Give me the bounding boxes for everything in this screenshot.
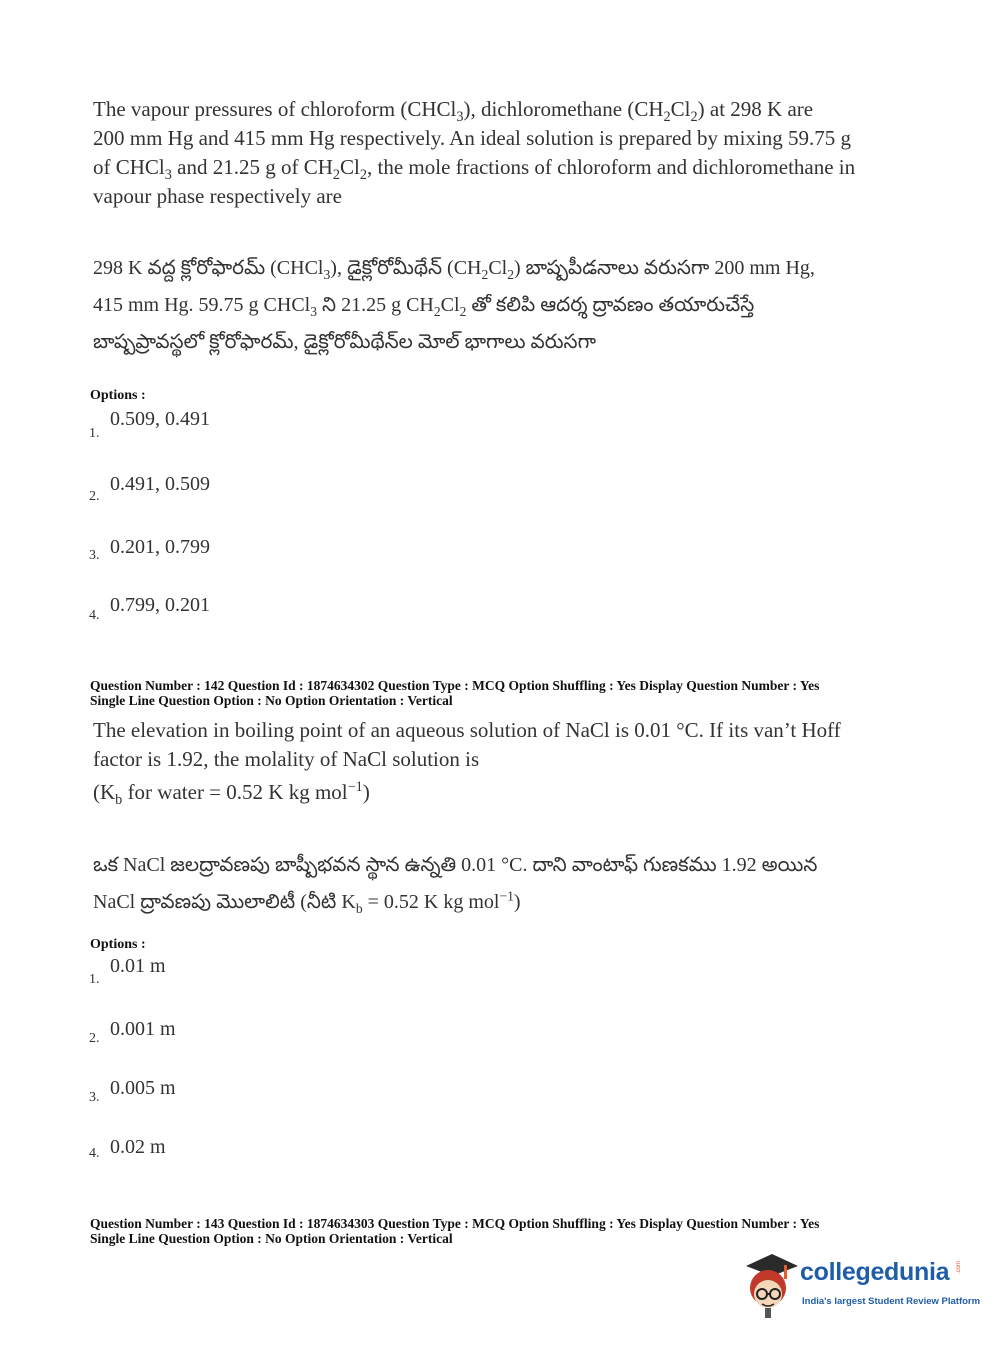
q141-option-value: 0.201, 0.799: [110, 536, 210, 558]
q142-meta: [90, 678, 819, 708]
q142-en-line2: factor is 1.92, the molality of NaCl solution is: [93, 747, 480, 771]
q142-english-text: [93, 716, 873, 807]
q141-telugu-text: [93, 250, 873, 361]
q143-meta-line1: Question Number : 143 Question Id : 1874634303 Question Type : MCQ Option Shuffling : Yes Display Question Number : Yes: [90, 1216, 820, 1231]
q143-meta: [90, 1216, 819, 1246]
q142-telugu-text: [93, 847, 873, 921]
q141-option-value: 0.509, 0.491: [110, 408, 210, 430]
collegedunia-logo: [740, 1250, 981, 1320]
q142-en-line3: ($K_b$ for water = 0.52 K kg mol$^{-1}$): [93, 779, 370, 808]
q141-en-line3: of CHCl$_3$ and 21.25 g of $CH_2Cl_2$, the mole fractions of chloroform and dichloromethane in: [93, 155, 856, 183]
q142-option-number: 3.: [89, 1090, 100, 1105]
q141-en-line1: The vapour pressures of chloroform (CHCl$_3$), dichloromethane $(CH_2Cl_2)$ at 298 K are: [93, 97, 814, 125]
q141-te-line2: 415 mm Hg. 59.75 g CHCl$_3$ ని 21.25 g $CH_2Cl_2$ తో కలిపి ఆదర్శ ద్రావణం తయారుచేస్తే: [93, 294, 755, 319]
q141-te-line3: బాష్పప్రావస్థలో క్లోరోఫారమ్, డైక్లోరోమీథేన్‌ల మోల్ భాగాలు వరుసగా: [93, 331, 596, 353]
q142-option-value: 0.01 m: [110, 955, 166, 977]
q141-te-line1: 298 K వద్ద క్లోరోఫారమ్ (CHCl$_3$), డైక్లోరోమీథేన్ $(CH_2Cl_2)$ బాష్పపీడనాలు వరుసగా 200 mm Hg,: [93, 257, 815, 282]
q142-option-number: 1.: [89, 972, 100, 987]
q141-option-number: 2.: [89, 489, 100, 504]
q142-option-value: 0.001 m: [110, 1018, 176, 1040]
mascot-icon: [740, 1250, 800, 1320]
q141-en-line2: 200 mm Hg and 415 mm Hg respectively. An ideal solution is prepared by mixing 59.75 g: [93, 126, 852, 150]
q141-en-line4: vapour phase respectively are: [93, 184, 342, 208]
q143-meta-line2: Single Line Question Option : No Option Orientation : Vertical: [90, 1231, 453, 1246]
q142-te-line2: NaCl ద్రావణపు మొలాలిటీ (నీటి $K_b = 0.52$ K kg mol$^{-1}$): [93, 888, 521, 916]
q141-option-number: 1.: [89, 426, 100, 441]
q141-option-value: 0.491, 0.509: [110, 473, 210, 495]
q141-options-heading: Options :: [90, 388, 146, 403]
q141-option-number: 4.: [89, 608, 100, 623]
logo-tagline: India's largest Student Review Platform: [802, 1296, 981, 1307]
q142-option-number: 4.: [89, 1146, 100, 1161]
q141-english-text: [93, 95, 873, 211]
q142-option-value: 0.005 m: [110, 1077, 176, 1099]
q142-option-value: 0.02 m: [110, 1136, 166, 1158]
q142-meta-line2: Single Line Question Option : No Option Orientation : Vertical: [90, 693, 453, 708]
q141-option-number: 3.: [89, 548, 100, 563]
q142-options-heading: Options :: [90, 937, 146, 952]
q142-option-number: 2.: [89, 1031, 100, 1046]
logo-com: .com: [956, 1260, 962, 1274]
q142-meta-line1: Question Number : 142 Question Id : 1874634302 Question Type : MCQ Option Shuffling : Yes Display Question Number : Yes: [90, 678, 820, 693]
q141-option-value: 0.799, 0.201: [110, 594, 210, 616]
q142-te-line1: ఒక NaCl జలద్రావణపు బాష్పీభవన స్థాన ఉన్నతి 0.01 °C. దాని వాంటాఫ్ గుణకము 1.92 అయిన: [93, 854, 818, 876]
logo-wordmark: collegedunia: [800, 1258, 950, 1286]
q142-en-line1: The elevation in boiling point of an aqueous solution of NaCl is 0.01 °C. If its van’t Hoff: [93, 718, 841, 742]
